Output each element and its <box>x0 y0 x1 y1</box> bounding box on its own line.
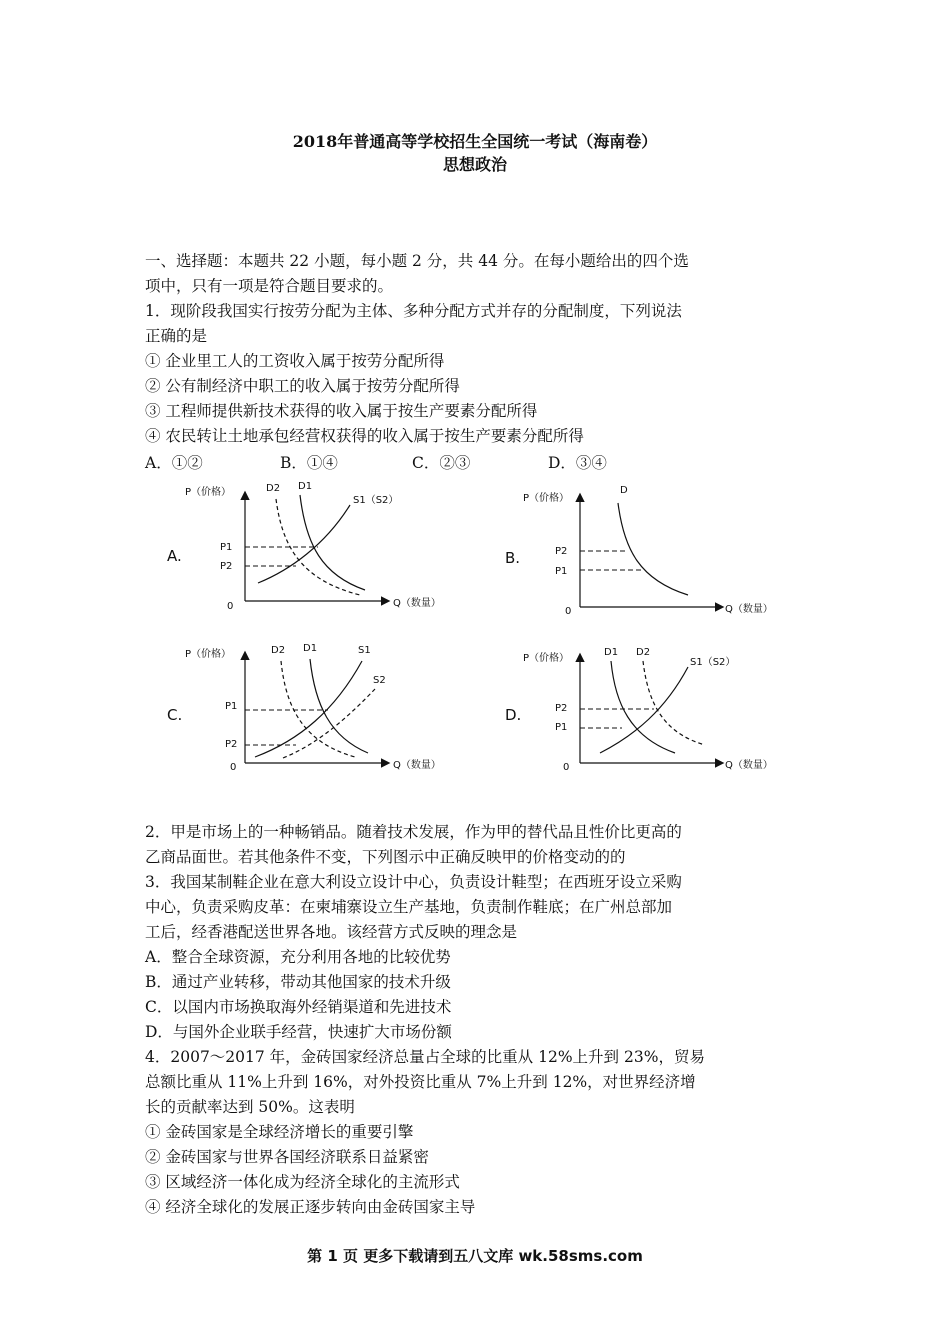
curve-label: D <box>620 485 628 496</box>
question-stem: 中心，负责采购皮革：在柬埔寨设立生产基地，负责制作鞋底；在广州总部加 <box>145 898 673 916</box>
origin-label: 0 <box>230 762 237 773</box>
graph-label: A. <box>167 547 182 565</box>
curve-label: D1 <box>303 643 318 654</box>
graph-label: B. <box>505 549 521 567</box>
question-stem: 2．甲是市场上的一种畅销品。随着技术发展，作为甲的替代品且性价比更高的 <box>145 823 682 841</box>
origin-label: 0 <box>565 606 572 617</box>
quantity-axis-label: Q（数量） <box>393 760 441 771</box>
answer-option: C．以国内市场换取海外经销渠道和先进技术 <box>145 998 452 1016</box>
graph-a <box>167 481 441 612</box>
price-axis-label: P（价格） <box>185 487 232 498</box>
statement-item: ② 公有制经济中职工的收入属于按劳分配所得 <box>145 377 460 395</box>
graph-label: D. <box>505 706 522 724</box>
curve-label: S1 <box>358 645 371 656</box>
demand-curve-d2 <box>281 661 355 757</box>
question-stem: 乙商品面世。若其他条件不变，下列图示中正确反映甲的价格变动的的 <box>145 848 626 866</box>
demand-curve-d <box>618 503 688 595</box>
quantity-axis-label: Q（数量） <box>393 598 441 609</box>
origin-label: 0 <box>563 762 570 773</box>
curve-label: D2 <box>266 483 281 494</box>
origin-label: 0 <box>227 601 234 612</box>
supply-curve-s2 <box>283 689 375 758</box>
answer-option: D．与国外企业联手经营，快速扩大市场份额 <box>145 1023 452 1041</box>
curve-label: D2 <box>636 647 651 658</box>
supply-demand-graphs <box>0 475 950 795</box>
graph-label: C. <box>167 706 183 724</box>
question-stem: 3．我国某制鞋企业在意大利设立设计中心，负责设计鞋型；在西班牙设立采购 <box>145 873 682 891</box>
graph-b <box>505 485 773 617</box>
price-level-label: P2 <box>220 561 233 572</box>
subject-title: 思想政治 <box>442 155 507 174</box>
answer-option: B．①④ <box>280 454 338 472</box>
curve-label: S2 <box>373 675 386 686</box>
graph-c <box>167 643 441 773</box>
demand-curve-d1 <box>300 495 365 590</box>
price-level-label: P2 <box>555 703 568 714</box>
answer-option: B．通过产业转移，带动其他国家的技术升级 <box>145 973 451 991</box>
price-axis-label: P（价格） <box>523 653 570 664</box>
quantity-axis-label: Q（数量） <box>725 760 773 771</box>
demand-curve-d1 <box>611 661 675 753</box>
section-intro: 项中，只有一项是符合题目要求的。 <box>145 277 394 295</box>
section-intro: 一、选择题：本题共 22 小题，每小题 2 分，共 44 分。在每小题给出的四个选 <box>145 252 689 270</box>
statement-item: ① 企业里工人的工资收入属于按劳分配所得 <box>145 352 445 370</box>
question-stem: 正确的是 <box>145 327 208 345</box>
question-stem: 总额比重从 11%上升到 16%，对外投资比重从 7%上升到 12%，对世界经济增 <box>145 1073 696 1091</box>
exam-title: 2018年普通高等学校招生全国统一考试（海南卷） <box>292 132 658 151</box>
statement-item: ② 金砖国家与世界各国经济联系日益紧密 <box>145 1148 429 1166</box>
price-axis-label: P（价格） <box>185 649 232 660</box>
curve-label: D1 <box>298 481 313 492</box>
statement-item: ③ 区域经济一体化成为经济全球化的主流形式 <box>145 1173 460 1191</box>
price-level-label: P1 <box>555 722 568 733</box>
price-level-label: P1 <box>225 701 238 712</box>
graph-d <box>505 647 773 773</box>
answer-option: C．②③ <box>412 454 471 472</box>
supply-curve-s1 <box>255 661 362 757</box>
question-stem: 4．2007～2017 年，金砖国家经济总量占全球的比重从 12%上升到 23%，贸易 <box>145 1048 705 1066</box>
statement-item: ④ 农民转让土地承包经营权获得的收入属于按生产要素分配所得 <box>145 427 584 445</box>
question-stem: 长的贡献率达到 50%。这表明 <box>145 1098 355 1116</box>
answer-option: D．③④ <box>548 454 607 472</box>
answer-option: A．整合全球资源，充分利用各地的比较优势 <box>145 948 451 966</box>
demand-curve-d1 <box>310 659 368 753</box>
price-level-label: P2 <box>555 546 568 557</box>
demand-curve-d2 <box>643 661 705 745</box>
curve-label: D2 <box>271 645 286 656</box>
price-level-label: P2 <box>225 739 238 750</box>
price-level-label: P1 <box>555 566 568 577</box>
statement-item: ③ 工程师提供新技术获得的收入属于按生产要素分配所得 <box>145 402 538 420</box>
curve-label: D1 <box>604 647 619 658</box>
price-level-label: P1 <box>220 542 233 553</box>
curve-label: S1（S2） <box>690 657 736 668</box>
statement-item: ④ 经济全球化的发展正逐步转向由金砖国家主导 <box>145 1198 476 1216</box>
statement-item: ① 金砖国家是全球经济增长的重要引擎 <box>145 1123 414 1141</box>
curve-label: S1（S2） <box>353 495 399 506</box>
page-footer: 第 1 页 更多下载请到五八文库 wk.58sms.com <box>307 1247 643 1265</box>
quantity-axis-label: Q（数量） <box>725 604 773 615</box>
question-stem: 工后，经香港配送世界各地。该经营方式反映的理念是 <box>145 923 518 941</box>
question-stem: 1．现阶段我国实行按劳分配为主体、多种分配方式并存的分配制度，下列说法 <box>145 302 682 320</box>
answer-option: A．①② <box>145 454 203 472</box>
price-axis-label: P（价格） <box>523 493 570 504</box>
